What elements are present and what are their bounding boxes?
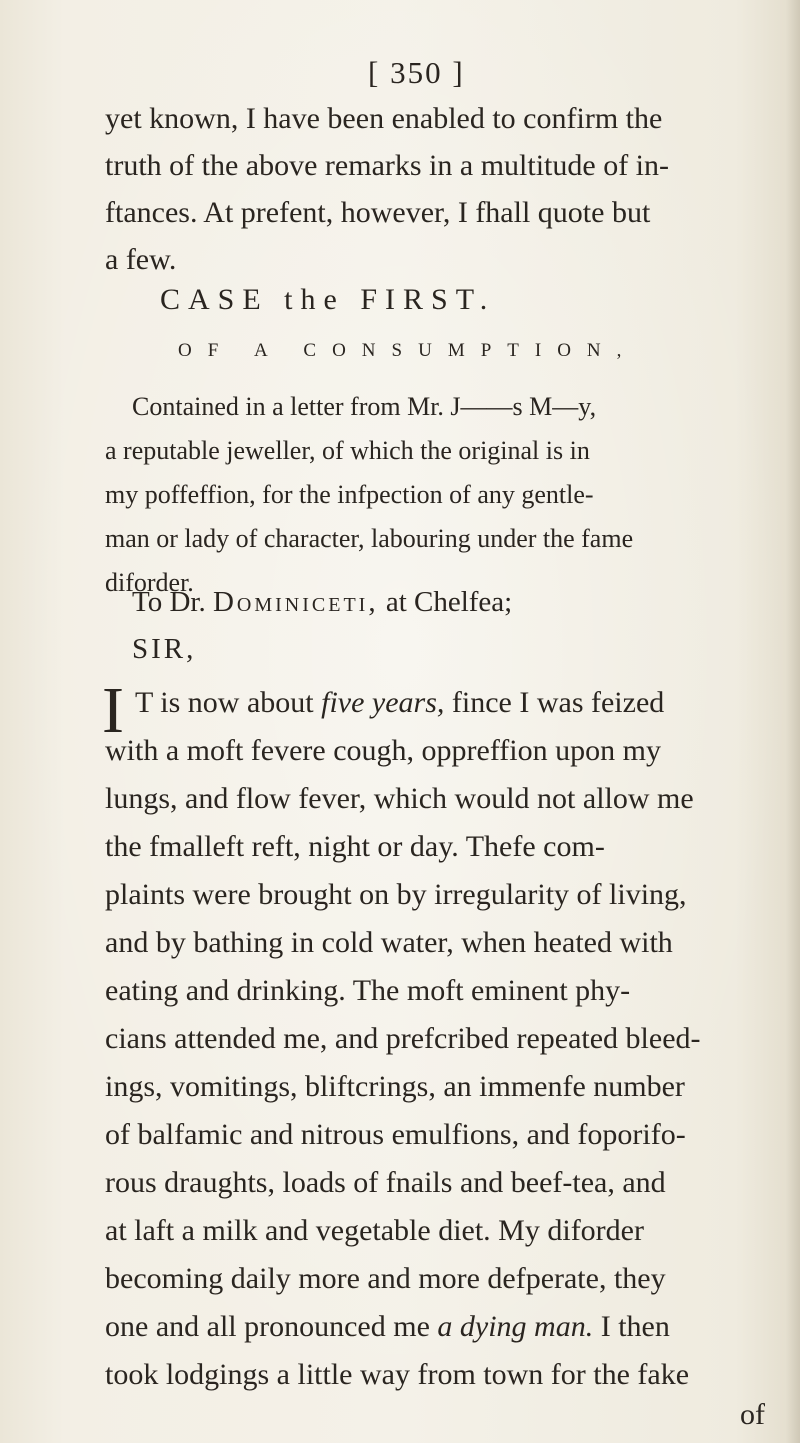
address-name: Dominiceti, [212,586,379,618]
letter-line-6: and by bathing in cold water, when heated with [105,926,673,959]
contained-line-3: my poffeffion, for the infpection of any gentle- [105,480,594,509]
intro-line-4: a few. [105,243,177,276]
letter-line-5: plaints were brought on by irregularity of living, [105,878,687,911]
intro-line-2: truth of the above remarks in a multitude of in- [105,149,670,182]
contained-line-4: man or lady of character, labouring under the fame [105,524,634,553]
letter-line-10: of balfamic and nitrous emulfions, and foporifo- [105,1118,686,1151]
intro-line-1: yet known, I have been enabled to confirm the [105,102,663,135]
letter-line-7: eating and drinking. The moft eminent phy- [105,974,631,1007]
letter-line-14 [105,1310,670,1344]
address-line [132,586,512,619]
letter-line-3: lungs, and flow fever, which would not allow me [105,782,694,815]
salutation: SIR, [132,633,197,665]
letter-line-11: rous draughts, loads of fnails and beef-tea, and [105,1166,666,1199]
contained-line-2: a reputable jeweller, of which the original is in [105,436,590,465]
letter-line-1-italic: five years, [321,686,445,719]
catchword: of [740,1398,765,1431]
drop-cap: I [102,674,124,747]
letter-line-13: becoming daily more and more defperate, they [105,1262,666,1295]
page-edge-shadow [786,0,800,1443]
letter-line-12: at laft a milk and vegetable diet. My diforder [105,1214,644,1247]
contained-line-5: diforder. [105,568,194,597]
letter-line-8: cians attended me, and prefcribed repeated bleed- [105,1022,701,1055]
letter-line-15: took lodgings a little way from town for the fake [105,1358,690,1391]
letter-line-2: with a moft fevere cough, oppreffion upon my [105,734,661,767]
address-place: at Chelfea; [385,586,513,618]
page-number-header: [ 350 ] [368,55,465,90]
contained-line-1: Contained in a letter from Mr. J——s M—y, [132,392,597,421]
letter-line-14-start: one and all pronounced me [105,1310,438,1343]
case-subtitle: OF A CONSUMPTION, [178,340,638,361]
letter-line-4: the fmalleft reft, night or day. Thefe com- [105,830,605,863]
letter-line-9: ings, vomitings, bliftcrings, an immenfe number [105,1070,685,1103]
address-to: To Dr. [132,586,206,618]
letter-line-1 [135,686,664,720]
letter-line-14-end: I then [593,1310,670,1343]
letter-line-1-end: fince I was feized [444,686,665,719]
letter-line-1-start: T is now about [135,686,322,719]
case-title: CASE the FIRST. [160,283,496,316]
intro-line-3: ftances. At prefent, however, I fhall quote but [105,196,651,229]
letter-line-14-italic: a dying man. [437,1310,594,1343]
